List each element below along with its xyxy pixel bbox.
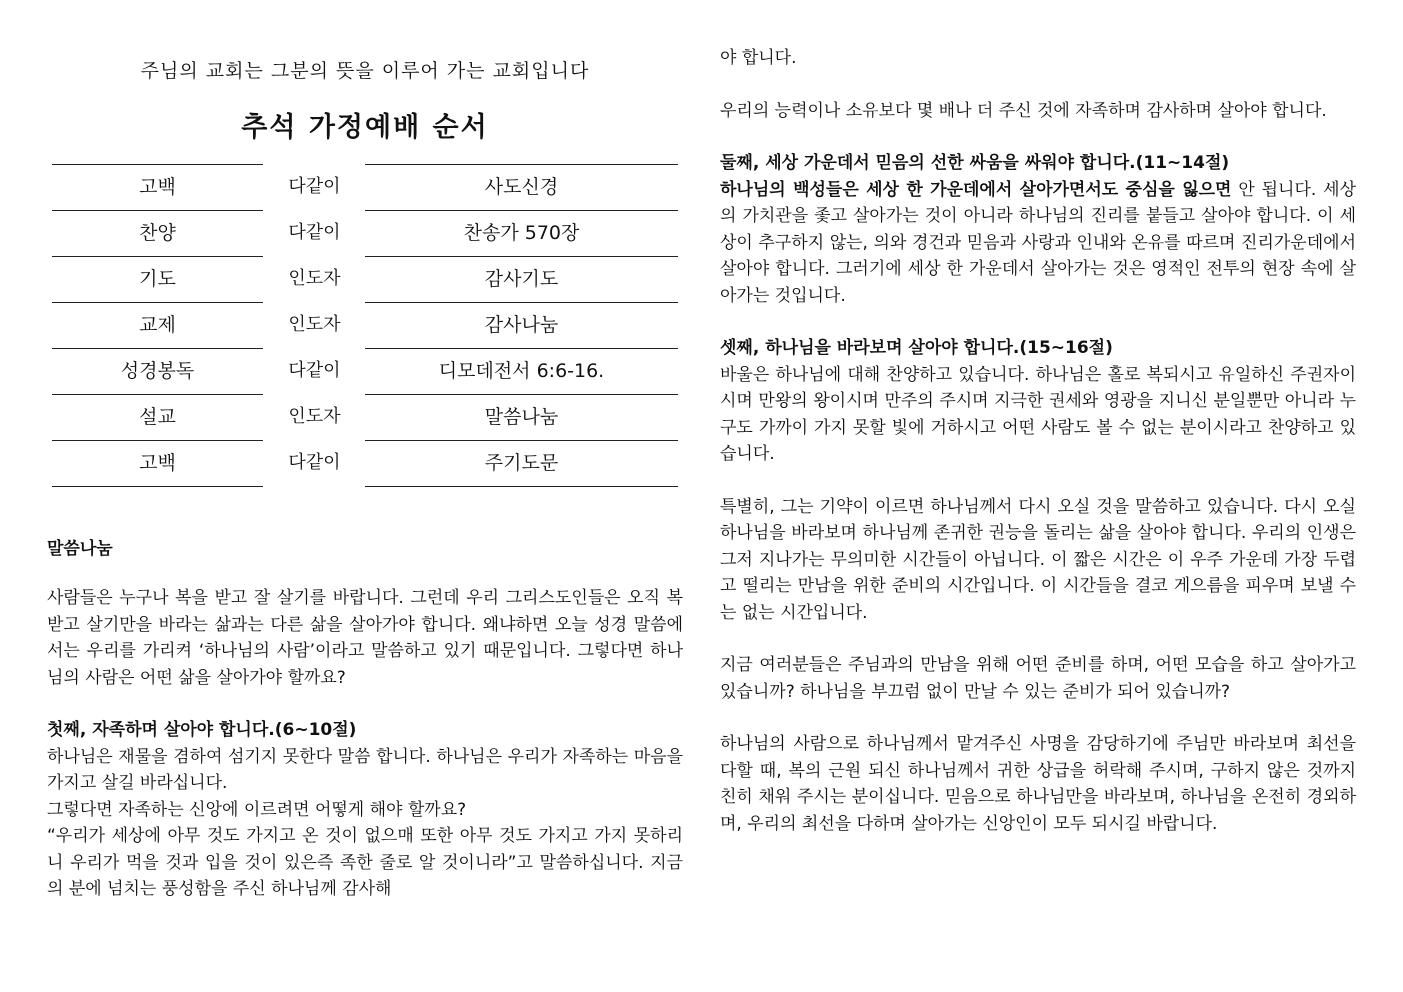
sermon-intro: 사람들은 누구나 복을 받고 잘 살기를 바랍니다. 그런데 우리 그리스도인들은 오직 복받고 살기만을 바라는 삶과는 다른 삶을 살아가야 합니다. 왜냐하면 오늘 성경 말씀에서는 우리를 가리켜 ‘하나님의 사람’이라고 말씀하고 있기 때문입니다. 그렇다면 하나님의 사람은 어떤 삶을 살아가야 할까요?	[47, 588, 683, 688]
table-row	[47, 440, 683, 486]
order-leader: 다같이	[288, 360, 341, 381]
table-row	[47, 210, 683, 256]
order-item: 기도	[52, 256, 263, 303]
point-one	[47, 717, 683, 903]
order-item: 찬양	[52, 210, 263, 257]
order-item: 고백	[52, 164, 263, 211]
point-two-bold-lead: 하나님의 백성들은 세상 한 가운데에서 살아가면서도 중심을 잃으면	[720, 179, 1232, 200]
right-column	[720, 45, 1356, 837]
order-leader: 다같이	[288, 222, 341, 243]
continued-text: 야 합니다.	[720, 48, 797, 68]
closing-paragraph: 하나님의 사람으로 하나님께서 맡겨주신 사명을 감당하기에 주님만 바라보며 최선을 다할 때, 복의 근원 되신 하나님께서 귀한 상급을 허락해 주시며, 구하지 않은 것까지 친히 채워 주시는 분이십니다. 믿음으로 하나님만을 바라보며, 하나님을 온전히 경외하며, 우리의 최선을 다하며 살아가는 신앙인이 모두 되시길 바랍니다.	[720, 734, 1356, 834]
point-one-line: 하나님은 재물을 겸하여 섬기지 못한다 말씀 합니다. 하나님은 우리가 자족하는 마음을 가지고 살길 바라십니다.	[47, 746, 683, 793]
second-coming-paragraph: 특별히, 그는 기약이 이르면 하나님께서 다시 오실 것을 말씀하고 있습니다. 다시 오실 하나님을 바라보며 하나님께 존귀한 권능을 돌리는 삶을 살아야 합니다. 우리의 인생은 그저 지나가는 무의미한 시간들이 아닙니다. 이 짧은 시간은 이 우주 가운데 가장 두렵고 떨리는 만남을 위한 준비의 시간입니다. 이 시간들을 결코 게으름을 피우며 보낼 수는 없는 시간입니다.	[720, 496, 1356, 623]
point-two-heading: 둘째, 세상 가운데서 믿음의 선한 싸움을 싸워야 합니다.(11~14절)	[720, 153, 1230, 173]
order-content: 찬송가 570장	[365, 210, 678, 257]
order-item: 교제	[52, 302, 263, 349]
order-leader: 다같이	[288, 452, 341, 473]
order-content: 주기도문	[365, 440, 678, 487]
order-content: 사도신경	[365, 164, 678, 211]
worship-order-table	[47, 164, 683, 494]
point-two-body	[720, 177, 1356, 310]
preparation-paragraph: 지금 여러분들은 주님과의 만남을 위해 어떤 준비를 하며, 어떤 모습을 하고 살아가고 있습니까? 하나님을 부끄럼 없이 만날 수 있는 준비가 되어 있습니까?	[720, 655, 1356, 702]
order-item: 설교	[52, 394, 263, 441]
point-one-line: 그렇다면 자족하는 신앙에 이르려면 어떻게 해야 할까요?	[47, 799, 467, 820]
order-item: 성경봉독	[52, 348, 263, 395]
church-motto: 주님의 교회는 그분의 뜻을 이루어 가는 교회입니다	[140, 60, 590, 82]
order-content: 감사기도	[365, 256, 678, 303]
sermon-section-title: 말씀나눔	[47, 539, 113, 559]
table-row	[47, 348, 683, 394]
point-three-heading: 셋째, 하나님을 바라보며 살아야 합니다.(15~16절)	[720, 338, 1113, 358]
contentment-paragraph: 우리의 능력이나 소유보다 몇 배나 더 주신 것에 자족하며 감사하며 살아야 합니다.	[720, 100, 1327, 121]
order-content: 디모데전서 6:6-16.	[365, 348, 678, 395]
order-content: 감사나눔	[365, 302, 678, 349]
left-column	[47, 50, 683, 903]
point-one-line: “우리가 세상에 아무 것도 가지고 온 것이 없으매 또한 아무 것도 가지고 가지 못하리니 우리가 먹을 것과 입을 것이 있은즉 족한 줄로 알 것이니라”고 말씀하십니다. 지금의 분에 넘치는 풍성함을 주신 하나님께 감사해	[47, 826, 683, 899]
point-two-rest: 안 됩니다. 세상의 가치관을 좇고 살아가는 것이 아니라 하나님의 진리를 붙들고 살아야 합니다. 이 세상이 추구하지 않는, 의와 경건과 믿음과 사랑과 인내와 온유를 따르며 진리가운데에서 살아야 합니다. 그러기에 세상 한 가운데서 살아가는 것은 영적인 전투의 현장 속에 살아가는 것입니다.	[720, 179, 1356, 306]
point-three	[720, 335, 1356, 468]
point-two	[720, 150, 1356, 309]
table-row	[47, 302, 683, 348]
order-leader: 인도자	[288, 406, 341, 427]
order-content: 말씀나눔	[365, 394, 678, 441]
table-row	[47, 394, 683, 440]
table-row	[47, 256, 683, 302]
point-one-heading: 첫째, 자족하며 살아야 합니다.(6~10절)	[47, 720, 357, 740]
order-leader: 인도자	[288, 314, 341, 335]
order-leader: 다같이	[288, 176, 341, 197]
order-item: 고백	[52, 440, 263, 487]
table-row	[47, 164, 683, 210]
order-leader: 인도자	[288, 268, 341, 289]
page-title: 추석 가정예배 순서	[241, 112, 489, 143]
point-three-body: 바울은 하나님에 대해 찬양하고 있습니다. 하나님은 홀로 복되시고 유일하신 주권자이시며 만왕의 왕이시며 만주의 주시며 지극한 권세와 영광을 지니신 분일뿐만 아니라 누구도 가까이 가지 못할 빛에 거하시고 어떤 사람도 볼 수 없는 분이시라고 찬양하고 있습니다.	[720, 364, 1356, 464]
